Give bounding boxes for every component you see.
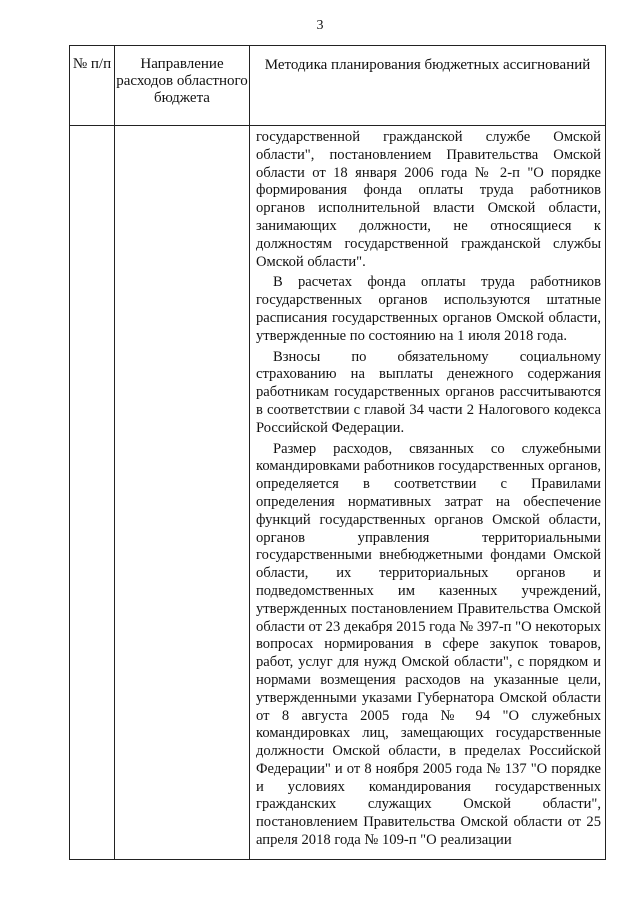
row-method-cell (250, 126, 606, 860)
header-direction: Направление расходов областного бюджета (115, 46, 250, 126)
paragraph-payroll-staffing: В расчетах фонда оплаты труда работников государственных органов используются штатные расписания государственных органов Омской области, утвержденные по состоянию на 1 июля 2018 года. (256, 274, 601, 344)
table-row (70, 126, 606, 860)
method-text (250, 126, 605, 850)
table-header-row (70, 46, 606, 126)
paragraph-social-insurance: Взносы по обязательному социальному страхованию на выплаты денежного содержания работникам государственных органов рассчитываются в соответствии с главой 34 части 2 Налогового кодекса Российской Федерации. (256, 348, 601, 436)
row-direction-cell (115, 126, 250, 860)
budget-methodology-table (69, 45, 606, 860)
page-number: 3 (316, 18, 324, 33)
paragraph-continuation: государственной гражданской службе Омской области", постановлением Правительства Омской области от 18 января 2006 года № 2-п "О порядке формирования фонда оплаты труда работников органов исполнительной власти Омской области, занимающих должности, не относящиеся к должностям государственной гражданской службы Омской области". (256, 129, 601, 270)
paragraph-business-trips: Размер расходов, связанных со служебными командировками работников государственных органов, определяется в соответствии с Правилами определения нормативных затрат на обеспечение функций государственных органов Омской области, органов управления территориальными государственными внебюджетными фондами Омской области, их территориальных органов и подведомственных им казенных учреждений, утвержденных постановлением Правительства Омской области от 23 декабря 2015 года № 397-п "О некоторых вопросах нормирования в сфере закупок товаров, работ, услуг для нужд Омской области", с порядком и нормами возмещения расходов на указанные цели, утвержденными указами Губернатора Омской области от 8 августа 2005 года № 94 "О служебных командировках лиц, замещающих государственные должности Омской области, в пределах Российской Федерации" и от 8 ноября 2005 года № 137 "О порядке и условиях командирования государственных гражданских служащих Омской области", постановлением Правительства Омской области от 25 апреля 2018 года № 109-п "О реализации (256, 440, 601, 849)
header-method: Методика планирования бюджетных ассигнований (250, 46, 606, 126)
row-number-cell (70, 126, 115, 860)
header-number: № п/п (70, 46, 115, 126)
